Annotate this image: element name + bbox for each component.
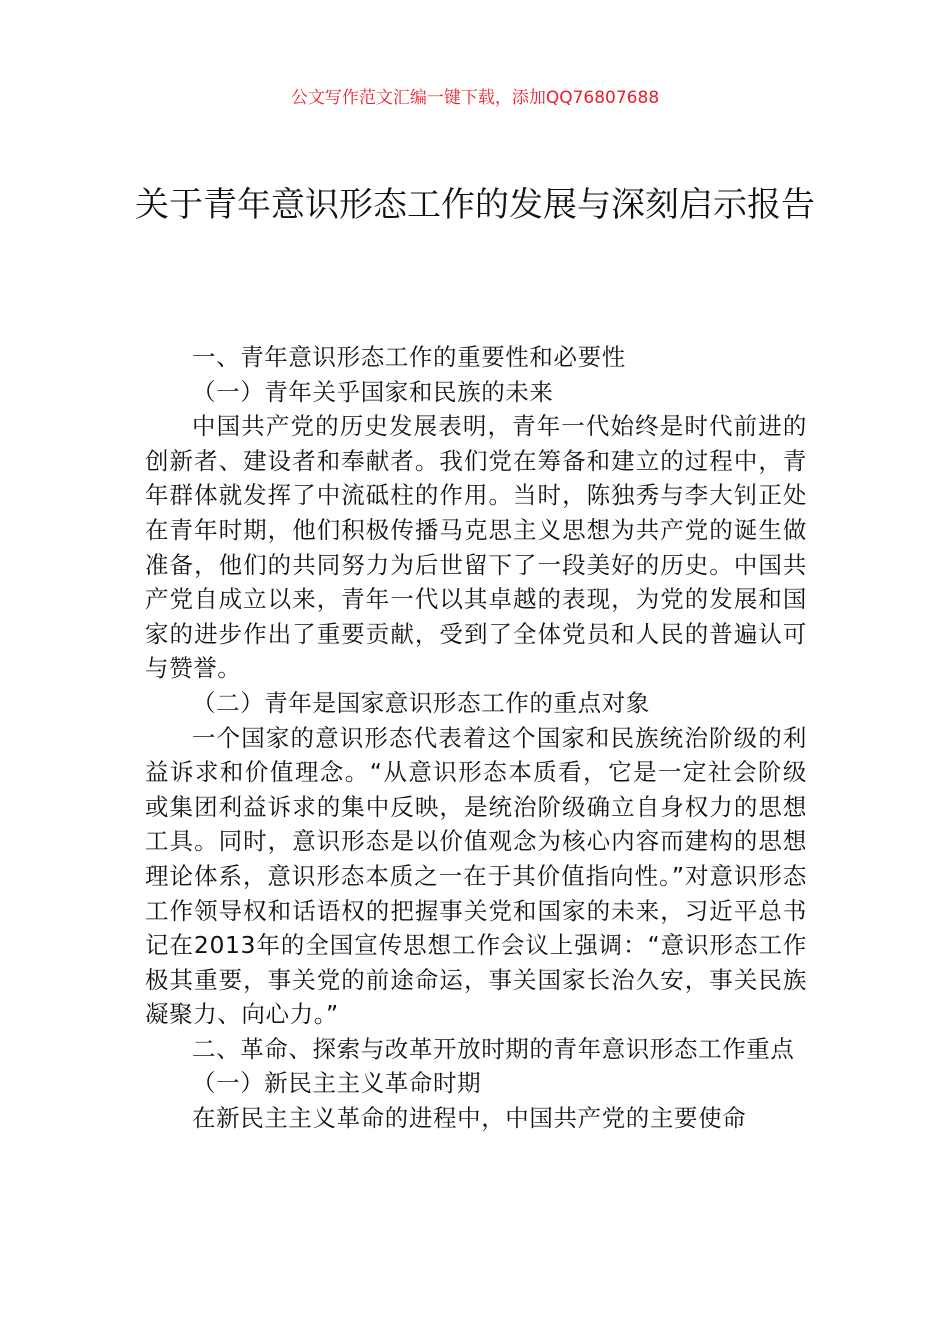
paragraph-3: 在新民主主义革命的进程中，中国共产党的主要使命 [192, 1104, 747, 1133]
section-heading-2: 二、革命、探索与改革开放时期的青年意识形态工作重点 [192, 1034, 795, 1063]
paragraph-1: 中国共产党的历史发展表明，青年一代始终是时代前进的创新者、建设者和奉献者。我们党在筹备和建立的过程中，青年群体就发挥了中流砥柱的作用。当时，陈独秀与李大钊正处在青年时期，他们积极传播马克思主义思想为共产党的诞生做准备，他们的共同努力为后世留下了一段美好的历史。中国共产党自成立以来，青年一代以其卓越的表现，为党的发展和国家的进步作出了重要贡献，受到了全体党员和人民的普遍认可与赞誉。 [145, 412, 807, 683]
subsection-heading-2-1: （一）新民主主义革命时期 [192, 1069, 482, 1098]
document-body [145, 340, 807, 1136]
subsection-heading-1-1: （一）青年关乎国家和民族的未来 [192, 377, 554, 406]
document-title: 关于青年意识形态工作的发展与深刻启示报告 [135, 185, 815, 225]
paragraph-2: 一个国家的意识形态代表着这个国家和民族统治阶级的利益诉求和价值理念。“从意识形态本质看，它是一定社会阶级或集团利益诉求的集中反映，是统治阶级确立自身权力的思想工具。同时，意识形态是以价值观念为核心内容而建构的思想理论体系，意识形态本质之一在于其价值指向性。”对意识形态工作领导权和话语权的把握事关党和国家的未来，习近平总书记在2013年的全国宣传思想工作会议上强调：“意识形态工作极其重要，事关党的前途命运，事关国家长治久安，事关民族凝聚力、向心力。” [145, 723, 807, 1029]
section-heading-1: 一、青年意识形态工作的重要性和必要性 [192, 343, 626, 371]
subsection-heading-1-2: （二）青年是国家意识形态工作的重点对象 [192, 688, 650, 717]
header-promo-note: 公文写作范文汇编一键下载，添加QQ76807688 [290, 88, 660, 108]
